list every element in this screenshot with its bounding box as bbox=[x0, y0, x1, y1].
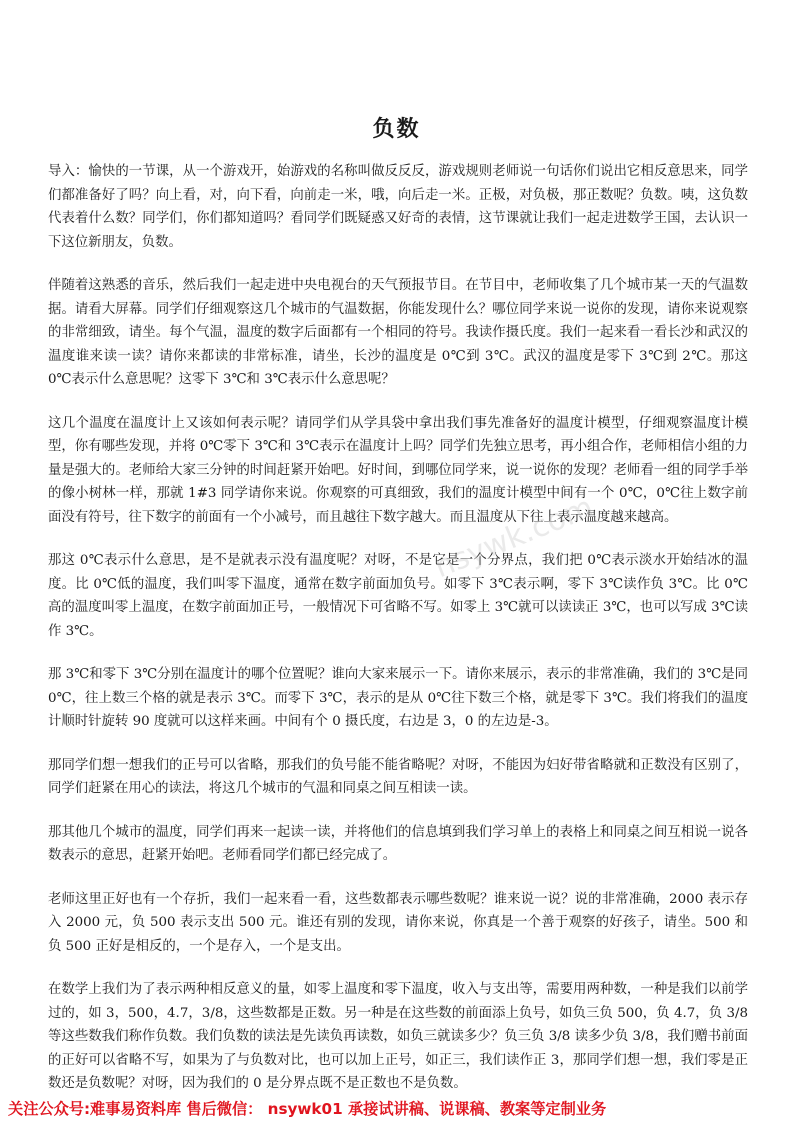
paragraph-definition: 在数学上我们为了表示两种相反意义的量，如零上温度和零下温度，收入与支出等，需要用两种数，一种是我们以前学过的，如 3，500，4.7，3/8，这些数都是正数。另一种是在这些数的前面添上负号，如负三负 500，负 4.7，负 3/8 等这些数我们称作负数。我们负数的读法是先读负再读数，如负三就读多少？负三负 3/8 读多少负 3/8，我们赠书前面的正好可以省略不写，如果为了与负数对比，也可以加上正号，如正三，我们读作正 3，那同学们想一想，我们零是正数还是负数呢？对呀，因为我们的 0 是分界点既不是正数也不是负数。 bbox=[48, 982, 748, 1091]
paragraph-thermometer: 这几个温度在温度计上又该如何表示呢？请同学们从学具袋中拿出我们事先准备好的温度计模型，仔细观察温度计模型，你有哪些发现，并将 0℃零下 3℃和 3℃表示在温度计上吗？同学们先独立思考，再小组合作，老师相信小组的力量是强大的。老师给大家三分钟的时间赶紧开始吧。好时间，到哪位同学来，说一说你的发现？老师看一组的同学手举的像小树林一样，那就 1#3 同学请你来说。你观察的可真细致，我们的温度计模型中间有一个 0℃，0℃往上数字前面没有符号，往下数字的前面有一个小减号，而且越往下数字越大。而且温度从下往上表示温度越来越高。 bbox=[48, 415, 748, 525]
paragraph-weather: 伴随着这熟悉的音乐，然后我们一起走进中央电视台的天气预报节目。在节目中，老师收集了几个城市某一天的气温数据。请看大屏幕。同学们仔细观察这几个城市的气温数据，你能发现什么？哪位同学来说一说你的发现，请你来说观察的非常细致，请坐。每个气温，温度的数字后面都有一个相同的符号。我读作摄氏度。我们一起来看一看长沙和武汉的温度谁来读一读？请你来都读的非常标准，请坐，长沙的温度是 0℃到 3℃。武汉的温度是零下 3℃到 2℃。那这 0℃表示什么意思呢？这零下 3℃和 3℃表示什么意思呢？ bbox=[48, 278, 748, 387]
footer-banner: 关注公众号:难事易资料库 售后微信： nsywk01 承接试讲稿、说课稿、教案等定制业务 bbox=[8, 1100, 607, 1118]
paragraph-zero-meaning: 那这 0℃表示什么意思，是不是就表示没有温度呢？对呀，不是它是一个分界点，我们把 0℃表示淡水开始结冰的温度。比 0℃低的温度，我们叫零下温度，通常在数字前面加负号。如零下 3℃表示啊，零下 3℃读作负 3℃。比 0℃高的温度叫零上温度，在数字前面加正号，一般情况下可省略不写。如零上 3℃就可以读读正 3℃，也可以写成 3℃读作 3℃。 bbox=[48, 553, 748, 639]
paragraph-position: 那 3℃和零下 3℃分别在温度计的哪个位置呢？谁向大家来展示一下。请你来展示，表示的非常准确，我们的 3℃是同 0℃，往上数三个格的就是表示 3℃。而零下 3℃，表示的是从 0℃往下数三个格，就是零下 3℃。我们将我们的温度计顺时针旋转 90 度就可以这样来画。中间有个 0 摄氏度，右边是 3，0 的左边是-3。 bbox=[48, 667, 748, 729]
paragraph-negative-sign: 那同学们想一想我们的正号可以省略，那我们的负号能不能省略呢？对呀，不能因为妇好带省略就和正数没有区别了，同学们赶紧在用心的读法，将这几个城市的气温和同桌之间互相读一读。 bbox=[48, 757, 748, 796]
paragraph-other-cities: 那其他几个城市的温度，同学们再来一起读一读，并将他们的信息填到我们学习单上的表格上和同桌之间互相说一说各数表示的意思，赶紧开始吧。老师看同学们都已经完成了。 bbox=[48, 824, 748, 863]
watermark: nsywk.com bbox=[429, 489, 599, 586]
document-title: 负数 bbox=[372, 117, 421, 142]
paragraph-intro: 导入：愉快的一节课，从一个游戏开，始游戏的名称叫做反反反，游戏规则老师说一句话你们说出它相反意思来，同学们都准备好了吗？向上看，对，向下看，向前走一米，哦，向后走一米。正极，对负极，那正数呢？负数。咦，这负数代表着什么数？同学们，你们都知道吗？看同学们既疑惑又好奇的表情，这节课就让我们一起走进数学王国，去认识一下这位新朋友，负数。 bbox=[48, 164, 748, 250]
document-body bbox=[48, 160, 748, 1116]
paragraph-passbook: 老师这里正好也有一个存折，我们一起来看一看，这些数都表示哪些数呢？谁来说一说？说的非常准确，2000 表示存入 2000 元，负 500 表示支出 500 元。谁还有别的发现，请你来说，你真是一个善于观察的好孩子，请坐。500 和负 500 正好是相反的，一个是存入，一个是支出。 bbox=[48, 891, 748, 954]
